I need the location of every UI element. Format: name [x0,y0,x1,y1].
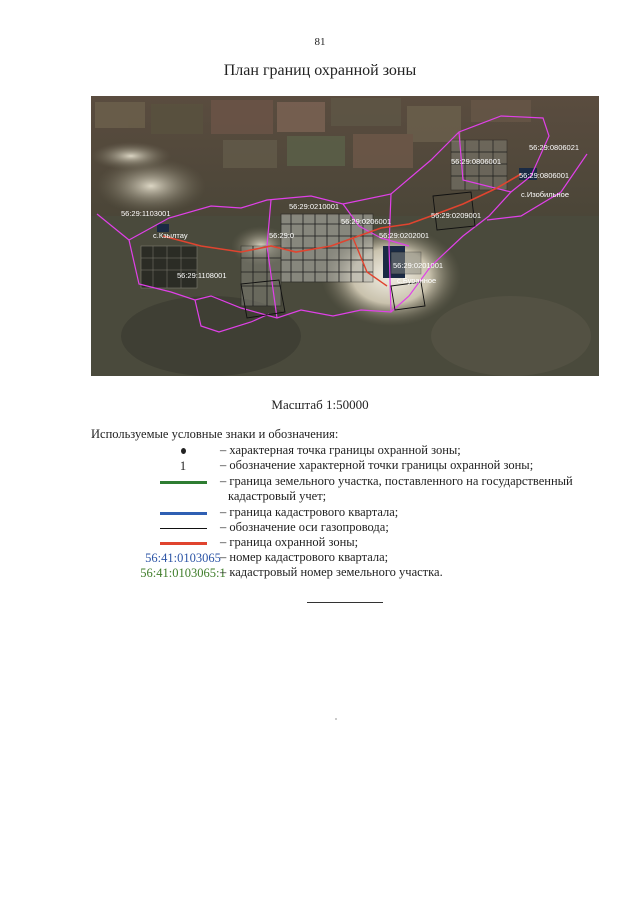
page-title: План границ охранной зоны [223,62,417,79]
end-divider [307,602,383,603]
legend-item-continuation: кадастровый учет; [228,489,327,503]
green-line-icon [160,481,207,484]
dot-icon [181,448,186,454]
map-label: 56:29:0201001 [393,261,444,270]
map-label: 56:29:0806021 [529,143,580,152]
red-line-icon [160,542,207,545]
map-scale: Масштаб 1:50000 [271,397,369,412]
map-label: 56:29:0210001 [289,202,340,211]
blue-line-icon [160,512,207,515]
parcel-code-symbol: 56:41:0103065:1 [140,565,226,580]
page-number: 81 [314,36,326,48]
protection-zone-map [91,96,599,376]
map-label: с.Кзылтау [153,231,188,240]
scan-speck [335,718,337,720]
quarter-code-symbol: 56:41:0103065 [145,550,221,565]
legend-item: – граница кадастрового квартала; [91,505,611,521]
black-line-icon [160,528,207,529]
point-number-symbol: 1 [179,458,187,473]
map-label: с.Буранное [397,276,437,285]
legend-item: – граница охранной зоны; [91,535,611,551]
map-label: 56:29:0806001 [519,171,570,180]
map-label: 56:29:0206001 [341,217,392,226]
map-label: 56:29:0209001 [431,211,482,220]
map-label: 56:29:1108001 [177,271,227,280]
legend-item: 56:41:0103065 – номер кадастрового квартала; [91,550,611,566]
legend-item: – обозначение оси газопровода; [91,520,611,536]
legend-heading: Используемые условные знаки и обозначения: [91,427,339,441]
legend-item: 1 – обозначение характерной точки границы охранной зоны; [91,458,611,474]
satellite-map-image [91,96,599,376]
map-label: с.Изобильное [521,190,570,199]
map-label: 56:29:0806001 [451,157,502,166]
legend-item: – граница земельного участка, поставленного на государственный [91,474,611,490]
map-label: 56:29:0 [269,231,295,240]
legend-item: 56:41:0103065:1 – кадастровый номер земельного участка. [91,565,611,581]
legend-item: – характерная точка границы охранной зоны; [91,443,611,459]
map-label: 56:29:1103001 [121,209,171,218]
map-label: 56:29:0202001 [379,231,430,240]
